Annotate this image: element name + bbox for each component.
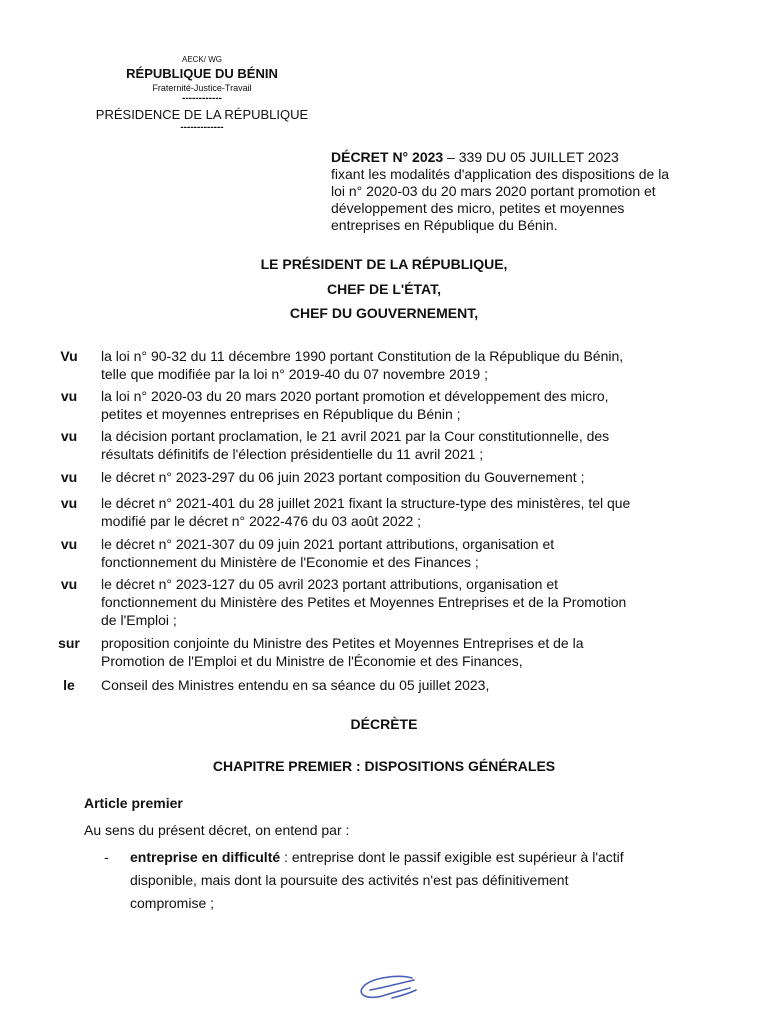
decree-desc-2: loi n° 2020-03 du 20 mars 2020 portant promotion et xyxy=(331,183,656,199)
visa-line: Conseil des Ministres entendu en sa séance du 05 juillet 2023, xyxy=(101,677,490,693)
initials-signature xyxy=(352,970,422,1010)
visa-key: vu xyxy=(60,469,78,485)
visa-line: proposition conjointe du Ministre des Petites et Moyennes Entreprises et de la xyxy=(101,635,584,651)
visa-key: sur xyxy=(58,635,80,651)
article-intro: Au sens du présent décret, on entend par : xyxy=(84,822,350,838)
visa-line: Promotion de l'Emploi et du Ministre de l'Économie et des Finances, xyxy=(101,653,523,669)
definition-term: entreprise en difficulté xyxy=(130,849,281,865)
visa-line: fonctionnement du Ministère de l'Economie et des Finances ; xyxy=(101,554,479,570)
visa-key: vu xyxy=(60,495,78,511)
preamble-head-of-state: CHEF DE L'ÉTAT, xyxy=(326,281,442,297)
definition-line: disponible, mais dont la poursuite des activités n'est pas définitivement xyxy=(130,872,569,888)
separator-2: ------------- xyxy=(180,122,224,133)
preamble-head-of-government: CHEF DU GOUVERNEMENT, xyxy=(289,305,479,321)
reference-code: AECK/ WG xyxy=(181,55,222,64)
decrete-heading: DÉCRÈTE xyxy=(350,716,418,732)
visa-key: vu xyxy=(60,536,78,552)
visa-line: le décret n° 2021-401 du 28 juillet 2021 fixant la structure-type des ministères, tel que xyxy=(101,495,631,511)
visa-key: vu xyxy=(60,388,78,404)
bullet-dash: - xyxy=(104,849,109,865)
definition-line: compromise ; xyxy=(130,895,215,911)
visa-key: vu xyxy=(60,428,78,444)
decree-number-line xyxy=(331,149,709,166)
article-title: Article premier xyxy=(84,795,183,811)
decree-number: – 339 DU 05 JUILLET 2023 xyxy=(443,149,619,165)
definition-text: : entreprise dont le passif exigible est supérieur à l'actif xyxy=(280,849,624,865)
separator-1: ------------ xyxy=(182,93,222,104)
country-name: RÉPUBLIQUE DU BÉNIN xyxy=(126,66,278,81)
decree-label: DÉCRET N° 2023 xyxy=(331,149,444,165)
decree-desc-1: fixant les modalités d'application des dispositions de la xyxy=(331,166,670,182)
visa-line: la loi n° 2020-03 du 20 mars 2020 portant promotion et développement des micro, xyxy=(101,388,609,404)
visa-line: le décret n° 2023-297 du 06 juin 2023 portant composition du Gouvernement ; xyxy=(101,469,585,485)
decree-desc-3: développement des micro, petites et moyennes xyxy=(331,200,625,216)
visa-line: le décret n° 2021-307 du 09 juin 2021 portant attributions, organisation et xyxy=(101,536,555,552)
visa-line: résultats définitifs de l'élection présidentielle du 11 avril 2021 ; xyxy=(101,446,484,462)
visa-line: la décision portant proclamation, le 21 avril 2021 par la Cour constitutionnelle, des xyxy=(101,428,610,444)
visa-line: petites et moyennes entreprises en République du Bénin ; xyxy=(101,406,461,422)
visa-line: le décret n° 2023-127 du 05 avril 2023 portant attributions, organisation et xyxy=(101,576,559,592)
visa-line: la loi n° 90-32 du 11 décembre 1990 portant Constitution de la République du Bénin, xyxy=(101,348,624,364)
visa-line: de l'Emploi ; xyxy=(101,612,177,628)
institution-name: PRÉSIDENCE DE LA RÉPUBLIQUE xyxy=(95,107,309,122)
visa-line: modifié par le décret n° 2022-476 du 03 août 2022 ; xyxy=(101,513,422,529)
visa-line: telle que modifiée par la loi n° 2019-40 du 07 novembre 2019 ; xyxy=(101,366,488,382)
letterhead xyxy=(60,55,344,133)
decree-desc-4: entreprises en République du Bénin. xyxy=(331,217,558,233)
national-motto: Fraternité-Justice-Travail xyxy=(152,83,252,93)
visa-key: le xyxy=(63,677,75,693)
decree-title xyxy=(331,149,709,234)
visa-key: Vu xyxy=(60,348,78,364)
chapter-heading: CHAPITRE PREMIER : DISPOSITIONS GÉNÉRALES xyxy=(212,758,556,774)
preamble-president: LE PRÉSIDENT DE LA RÉPUBLIQUE, xyxy=(260,256,508,272)
visa-line: fonctionnement du Ministère des Petites et Moyennes Entreprises et de la Promotion xyxy=(101,594,627,610)
definition-item xyxy=(130,846,671,915)
visa-key: vu xyxy=(60,576,78,592)
